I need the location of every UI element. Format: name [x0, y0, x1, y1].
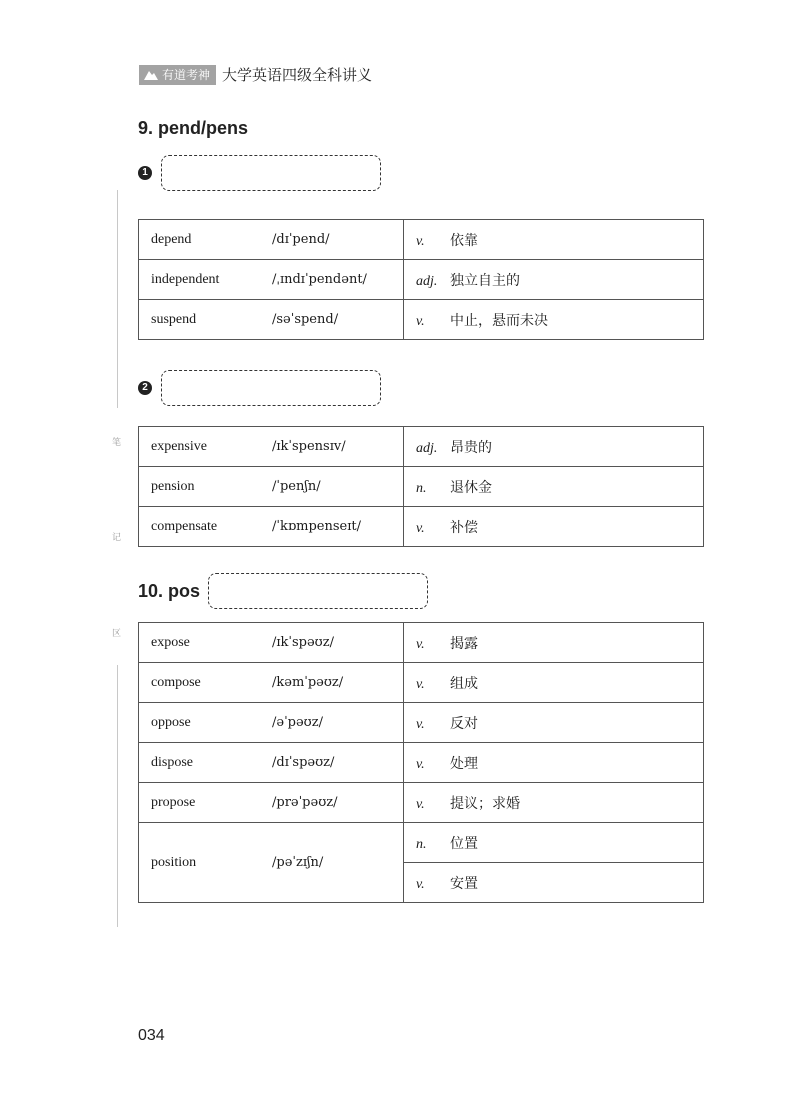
word-cell: compose [139, 663, 273, 703]
word-cell: depend [139, 220, 273, 260]
definition-cell [404, 260, 704, 300]
definition-cell [404, 623, 704, 663]
phonetic-cell: /dɪˈspəʊz/ [272, 743, 404, 783]
page-header [139, 64, 372, 85]
table-row [139, 623, 704, 663]
table-row [139, 507, 704, 547]
word-cell: pension [139, 467, 273, 507]
meaning: 反对 [450, 715, 478, 732]
part-of-speech: v. [416, 636, 425, 652]
definition-cell [404, 863, 704, 903]
meaning: 独立自主的 [450, 272, 520, 289]
part-of-speech: n. [416, 480, 427, 496]
part-of-speech: adj. [416, 273, 438, 289]
table-row [139, 743, 704, 783]
definition-cell [404, 220, 704, 260]
table-row [139, 260, 704, 300]
definition-cell [404, 743, 704, 783]
phonetic-cell: /pəˈzɪʃn/ [272, 823, 404, 903]
phonetic-cell: /prəˈpəʊz/ [272, 783, 404, 823]
word-cell: propose [139, 783, 273, 823]
section-title-pos: 10. pos [138, 581, 201, 601]
table-row [139, 220, 704, 260]
brand-logo-icon [143, 69, 159, 81]
definition-cell [404, 783, 704, 823]
group-marker-1: 1 [138, 166, 152, 180]
phonetic-cell: /kəmˈpəʊz/ [272, 663, 404, 703]
meaning: 退休金 [450, 479, 492, 496]
part-of-speech: n. [416, 836, 427, 852]
book-title: 大学英语四级全科讲义 [222, 66, 373, 84]
vocab-table-pend-1 [138, 219, 704, 340]
meaning: 安置 [450, 875, 478, 892]
meaning: 组成 [450, 675, 478, 692]
meaning: 昂贵的 [450, 439, 492, 456]
part-of-speech: v. [416, 716, 425, 732]
definition-cell [404, 507, 704, 547]
table-row [139, 663, 704, 703]
fill-in-box[interactable] [161, 370, 381, 406]
word-cell: expensive [139, 427, 273, 467]
definition-cell [404, 823, 704, 863]
table-row [139, 467, 704, 507]
part-of-speech: v. [416, 520, 425, 536]
phonetic-cell: /ˈkɒmpenseɪt/ [272, 507, 404, 547]
section-title-pend: 9. pend/pens [138, 118, 249, 138]
part-of-speech: v. [416, 756, 425, 772]
definition-cell [404, 467, 704, 507]
word-cell: dispose [139, 743, 273, 783]
word-cell: oppose [139, 703, 273, 743]
notes-margin-line-top [117, 190, 118, 408]
page-number: 034 [138, 1027, 165, 1044]
brand-badge [139, 65, 216, 85]
meaning: 依靠 [450, 232, 478, 249]
word-cell: suspend [139, 300, 273, 340]
phonetic-cell: /ˈpenʃn/ [272, 467, 404, 507]
fill-in-box[interactable] [208, 573, 428, 609]
notes-label-char: 区 [112, 629, 122, 639]
table-row [139, 703, 704, 743]
part-of-speech: adj. [416, 440, 438, 456]
meaning: 补偿 [450, 519, 478, 536]
notes-margin-line-bottom [117, 665, 118, 927]
table-row [139, 300, 704, 340]
definition-cell [404, 427, 704, 467]
definition-cell [404, 703, 704, 743]
brand-name: 有道考神 [162, 67, 211, 82]
phonetic-cell: /ˌɪndɪˈpendənt/ [272, 260, 404, 300]
meaning: 位置 [450, 835, 478, 852]
notes-label-char: 笔 [112, 438, 122, 448]
phonetic-cell: /ɪkˈspəʊz/ [272, 623, 404, 663]
part-of-speech: v. [416, 876, 425, 892]
part-of-speech: v. [416, 676, 425, 692]
phonetic-cell: /səˈspend/ [272, 300, 404, 340]
phonetic-cell: /ɪkˈspensɪv/ [272, 427, 404, 467]
phonetic-cell: /dɪˈpend/ [272, 220, 404, 260]
word-cell: position [139, 823, 273, 903]
notes-label-char: 记 [112, 533, 122, 543]
fill-in-box[interactable] [161, 155, 381, 191]
meaning: 提议；求婚 [450, 795, 520, 812]
table-row [139, 427, 704, 467]
meaning: 中止，悬而未决 [450, 312, 548, 329]
word-cell: compensate [139, 507, 273, 547]
table-row [139, 823, 704, 863]
meaning: 处理 [450, 755, 478, 772]
meaning: 揭露 [450, 635, 478, 652]
table-row [139, 783, 704, 823]
part-of-speech: v. [416, 796, 425, 812]
vocab-table-pos [138, 622, 704, 903]
phonetic-cell: /əˈpəʊz/ [272, 703, 404, 743]
vocab-table-pend-2 [138, 426, 704, 547]
definition-cell [404, 663, 704, 703]
word-cell: independent [139, 260, 273, 300]
part-of-speech: v. [416, 313, 425, 329]
group-marker-2: 2 [138, 381, 152, 395]
part-of-speech: v. [416, 233, 425, 249]
definition-cell [404, 300, 704, 340]
word-cell: expose [139, 623, 273, 663]
